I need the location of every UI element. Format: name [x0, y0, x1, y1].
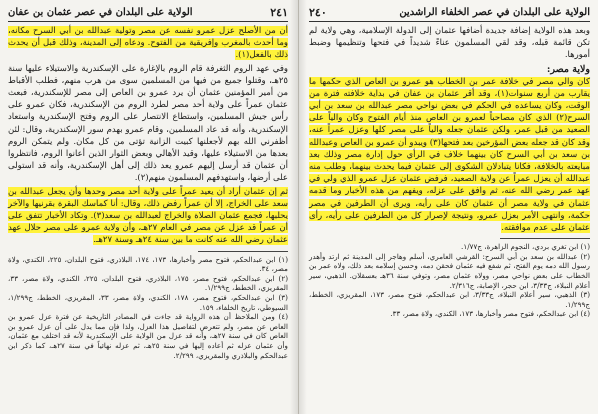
paragraph: [8, 25, 288, 62]
paragraph: وبعد هذه الولاية إضافة جديدة أضافها عثمان إلى الدولة الإسلامية، وهي ولاية لم تكن قائمة قبله، وقد لقي المسلمون عناءً شديداً في فتحها وتنظيمها وضبط أمورها.: [309, 26, 590, 61]
running-head-title: الولاية على البلدان في عصر عثمان بن عفان: [8, 6, 193, 18]
footnote: (١) ابن عبدالحكم، فتوح مصر وأخبارها، ١٧٣، ١٧٤، البلاذري، فتوح البلدان، ٢٢٥، الكندي، ولاة مصر، ٣٤.: [8, 254, 288, 274]
body-text: [309, 25, 590, 234]
body-text: [8, 25, 288, 247]
footnote: (١) ابن تغري بردي، النجوم الزاهرة، ج١/٧٧.: [461, 242, 590, 252]
paragraph: [309, 76, 590, 235]
footnote: (٢) ابن عبدالحكم، فتوح مصر، ١٧٥، البلاذري، فتوح البلدان، ٢٢٥، الكندي، ولاة مصر، ٣٣، المقريزي، الخطط، ج١/٢٩٩.: [8, 273, 288, 293]
gutter-shadow: [290, 0, 298, 414]
footnote: (٢) عبدالله بن سعد بن أبي السرح: القرشي العامري، أسلم وهاجر إلى المدينة ثم ارتد وأهدر رسول الله دمه يوم الفتح، ثم شفع فيه عثمان فحقن دمه، وحسن إسلامه بعد ذلك، ولاه عمر بن الخطاب على بعض نواحي مصر، وولاه عثمان مصر، وتوفي سنة ٣٦هـ بعسقلان. الذهبي، سير أعلام النبلاء، ج٣/٣٣، ابن حجر، الإصابة، ج٢/٣١٦.: [309, 251, 590, 290]
page-number: ٢٤١: [270, 5, 288, 19]
footnote: (٤) ومن الملاحظ أن هذه الرواية قد جاءت في المصادر التاريخية عن فترة عزل عمرو بن العاص عن مصر، ولم تتعرض لتفاصيل هذا العزل، ولذا فإن مما يدل على أن عزل عمرو بن العاص كان في سنة ٢٧هـ، وأنه قد عزل من الولاية على الإسكندرية لأنه قد اختلف مع عثمان، وأن عثمان عزله ثم أعاده إليها في سنة ٢٥هـ، ثم عزله نهائياً في سنة ٢٧هـ، كما ذكر ابن عبدالحكم والبلاذري والمقريزي، ٢/٢٩٩.: [8, 312, 288, 360]
paragraph: [8, 186, 288, 247]
footnotes: [8, 255, 288, 361]
footnote: (٣) الذهبي، سير أعلام النبلاء، ج٣/٣٣، ابن عبدالحكم، فتوح مصر، ١٧٣، المقريزي، الخطط، ج١/٢٩٩.: [309, 290, 590, 309]
footnote-separator: [500, 238, 590, 239]
right-page: [299, 0, 598, 414]
highlighted-text: كان والي مصر في خلافة عمر بن الخطاب هو عمرو بن العاص الذي حكمها ما يقارب من أربع سنوات(١)، وقد أقر عثمان بن عفان في بداية خلافته فترة من الوقت، وكان يساعده في الحكم في بعض نواحي مصر عبدالله بن سعد بن أبي السرح(٢) الذي كان مصاحباً لعمرو بن العاص منذ أيام الفتوح وكان والياً على الصعيد من قبل عمر، ولكن عثمان جعله والياً على مصر كلها وعزل عمراً عنه، وقد كان قد جعله بعض المؤرخين بعد فتحها(٣) ويبدو أن عمرو بن العاص وعبدالله بن سعد بن أبي السرح كان بينهما خلاف في الرأي حول إدارة مصر وذلك بعد مبايعته بالخلافة، فكانا يتبادلان الشكوى إلى عثمان فيما يحدث بينهما، وطلب منه عبدالله أن يعزل عمراً عن ولاية الصعيد، فرفض عثمان عزل عمرو الذي ولي في عهد عمر رضي الله عنه، ثم وافق على عزله، ويفهم من هذه الأخبار وما قدمه عثمان في ولاية مصر أن عثمان كان على رأيه، ويرى أن الطرفين في مصر حكمة، وانتهى الأمر بعزل عمرو، ونتيجة لإصرار كل من الطرفين على رأيه، رأى عثمان على عدم موافقته.: [309, 76, 591, 234]
running-head-title: الولاية على البلدان في عصر الخلفاء الراشدين: [399, 6, 590, 18]
page-number: ٢٤٠: [309, 5, 327, 19]
section-title: ولاية مصر:: [546, 63, 590, 75]
running-head: [8, 6, 288, 22]
footnotes: [309, 242, 590, 319]
running-head: [309, 6, 590, 22]
footnote: (٣) ابن عبدالحكم، فتوح مصر، ١٧٨، الكندي، ولاة مصر، ٣٣، المقريزي، الخطط، ج١/٢٩٩، السيوطي، تاريخ الخلفاء، ١٥٩.: [8, 293, 288, 312]
footnote: (٤) ابن عبدالحكم، فتوح مصر وأخبارها، ١٧٣، الكندي، ولاة مصر، ٣٣.: [390, 309, 590, 319]
highlighted-text: أن من الأصلح عزل عمرو نفسه عن مصر وتولية عبدالله بن أبي السرح مكانه، وما أحدث بالمغرب وإفريقية من الفتوح. ودعاه إلى المدينة، وذلك قبل أن يحدث ذلك بالفعل(١).: [8, 26, 288, 61]
gutter-shadow: [299, 0, 307, 414]
paragraph: وفي عهد الروم الثغرفة قام الروم بالإغارة على الإسكندرية والاستيلاء عليها سنة ٢٥هـ، وقتلوا جميع من فيها من المسلمين سوى من هرب منهم، فطلب الأقباط من أمير المؤمنين عثمان أن يرد عمرو بن العاص إلى مصر للإسكندرية، فبعث عثمان عمراً على ولاية أحد مصر لطرد الروم من الإسكندرية، فكان عمرو على رأس جيش المسلمين، واستطاع الانتصار على الروم وفتح الإسكندرية واستعاد الإسكندرية، وأنه قد عاد المسلمين، وقام عمرو بهدم سور الإسكندرية، وقال: لئن أظفرني الله بهم لأجعلنها كبيت الزانية تؤتى من كل مكان. ولم يتمكن الروم بعدها من الاستيلاء عليها، وقيد الأهالي وبعض الثوار الذين أعانوا الروم، فانتظروا أن عثمان قد أرسل إليهم عمرو يعد ذلك إلى أهل الإسكندرية، وأنه قد استولى على أرضها، واستهدفهم المسلمون منهم(٢).: [8, 63, 288, 184]
highlighted-text: ثم إن عثمان أراد أن يعيد عمراً على ولاية أحد مصر وحدها وأن يجعل عبدالله بن سعد على الخراج، إلا أن عمراً رفض ذلك، وقال: أنا كماسك البقرة بقرنيها والآخر يحلبها، فجمع عثمان الصلاة والخراج لعبدالله بن سعد(٣). وتكاد الأخبار تتفق على أن عمراً قد عزل عن مصر في العام ٢٧هـ، وأن ولاية عمرو على مصر حلال عهد عثمان رضي الله عنه كانت ما بين سنة ٢٤هـ وسنة ٢٧هـ.: [8, 186, 288, 246]
footnote-separator: [198, 251, 288, 252]
